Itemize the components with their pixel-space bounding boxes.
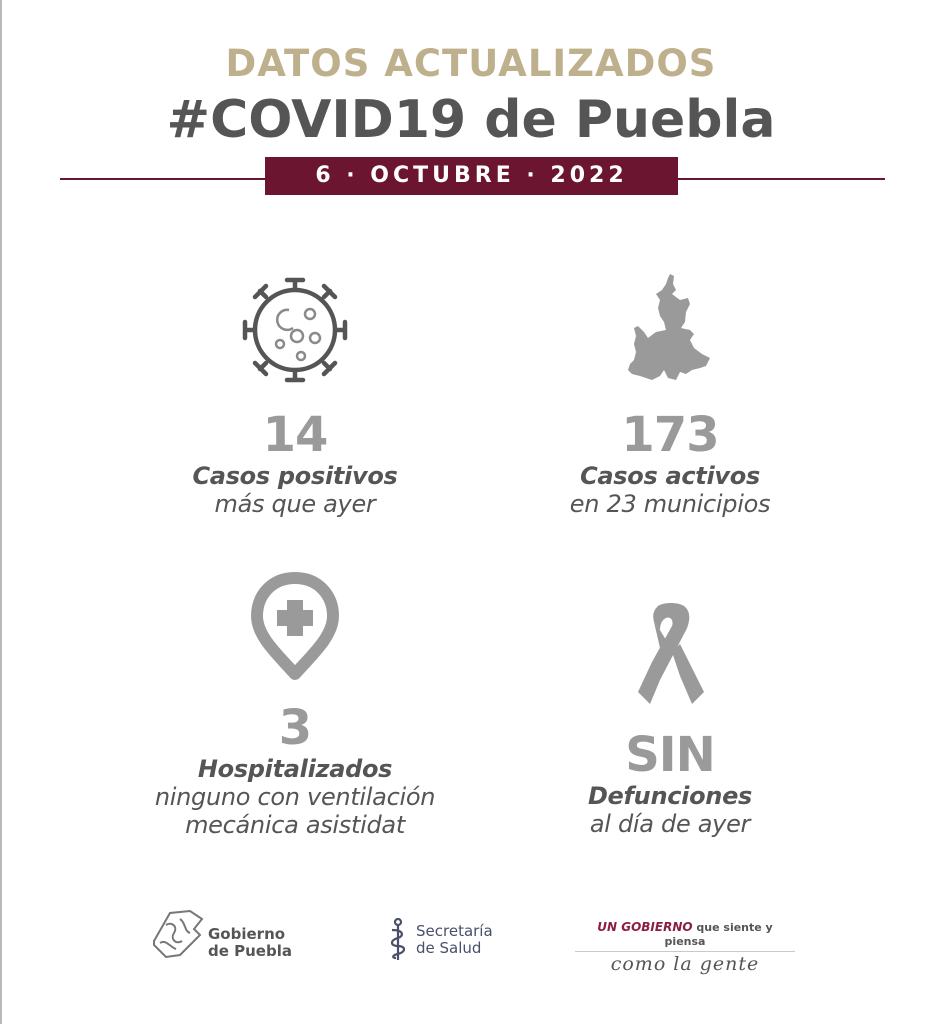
stat-label: Hospitalizados [197,755,393,783]
salud-line1: Secretaría [416,922,493,940]
stat-casos-activos [480,270,860,518]
stat-label: Casos positivos [192,462,398,490]
stat-sublabel: más que ayer [214,490,376,518]
salud-text [416,923,493,957]
lema-script: como la gente [610,953,760,975]
logo-gobierno-de-puebla [150,905,292,961]
caduceus-icon [388,918,408,962]
stat-label: Casos activos [580,462,760,490]
page-title: #COVID19 de Puebla [166,90,776,150]
stat-sublabel: al día de ayer [589,810,751,838]
date-badge: 6 · OCTUBRE · 2022 [265,157,678,195]
lema-top-line [575,920,795,952]
stat-value: SIN [625,727,715,783]
stat-label: Defunciones [587,782,753,810]
stat-sublabel-2: mecánica asistidat [185,811,405,839]
lema-rest: que siente y piensa [664,921,773,948]
lema-strong: UN GOBIERNO [597,920,693,934]
gobierno-text [208,926,292,960]
gobierno-line2: de Puebla [208,942,292,960]
hospital-pin-icon [235,570,355,685]
puebla-emblem-icon [150,905,206,961]
kicker-heading: DATOS ACTUALIZADOS [225,42,717,85]
stat-defunciones [480,600,860,838]
left-border [0,0,2,1024]
stat-casos-positivos [105,270,485,518]
puebla-map-icon [610,270,730,390]
stat-value: 14 [262,407,328,463]
logo-lema-gobierno [575,920,795,976]
salud-line2: de Salud [416,939,482,957]
stat-sublabel: ninguno con ventilación [154,783,436,811]
logo-secretaria-de-salud [388,918,493,962]
stat-value: 3 [278,700,312,756]
stat-hospitalizados [105,570,485,839]
stat-value: 173 [621,407,719,463]
gobierno-line1: Gobierno [208,925,286,943]
virus-icon [235,270,355,390]
stat-sublabel: en 23 municipios [569,490,771,518]
ribbon-icon [620,600,720,710]
